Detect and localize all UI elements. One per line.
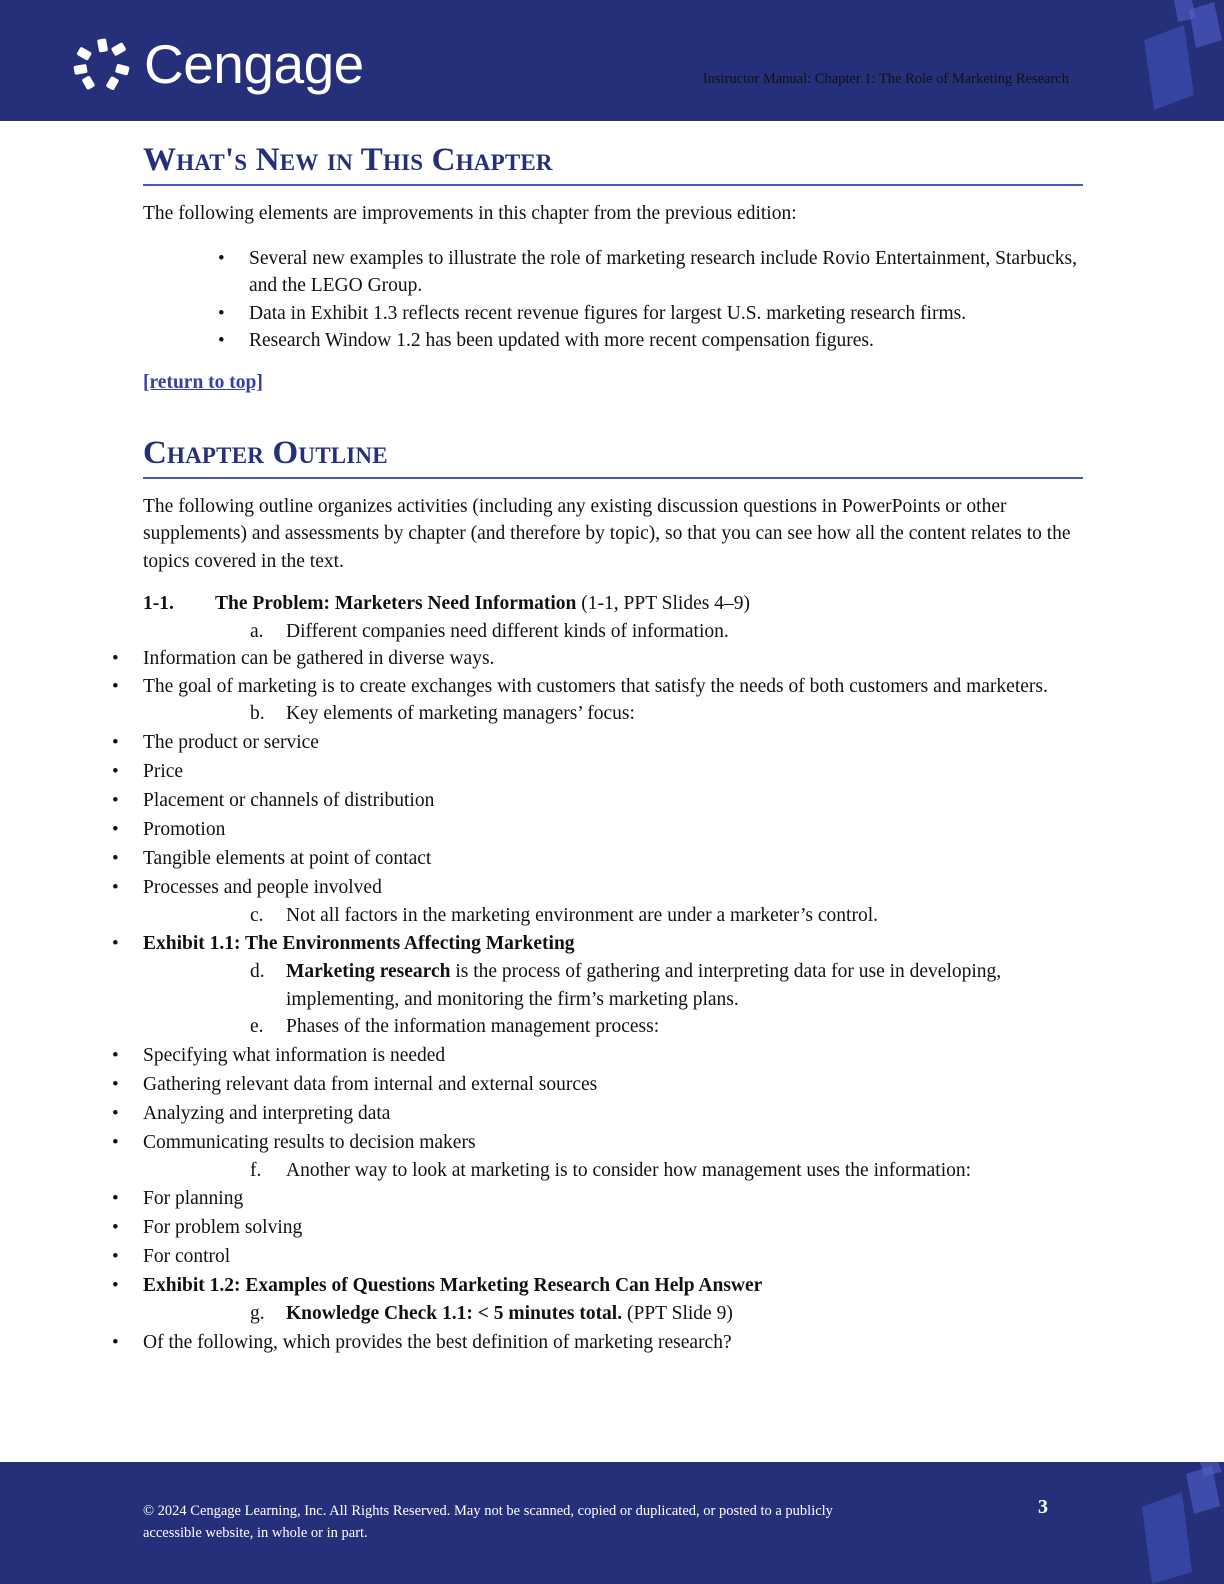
outline-g-bullets xyxy=(143,1328,1083,1357)
exhibit-reference: Exhibit 1.1: The Environments Affecting Marketing xyxy=(143,933,575,954)
list-item: • Placement or channels of distribution xyxy=(143,786,1083,815)
item-text: is the process of gathering and interpreting data for use in developing, implementing, and monitoring the firm’s marketing plans. xyxy=(286,961,1002,1010)
list-item: • Promotion xyxy=(143,815,1083,844)
page-header xyxy=(0,0,1224,121)
item-label: g. xyxy=(250,1303,265,1324)
outline-c-bullets xyxy=(143,929,1083,958)
whats-new-list xyxy=(249,245,1083,355)
list-item: • Price xyxy=(143,757,1083,786)
list-item: • Tangible elements at point of contact xyxy=(143,844,1083,873)
cengage-mark-icon xyxy=(72,35,134,93)
section-heading-chapter-outline: Chapter Outline xyxy=(143,433,1083,479)
outline-item-e xyxy=(250,1013,1083,1041)
outline-section-1-1 xyxy=(143,590,1083,618)
section-title: The Problem: Marketers Need Information xyxy=(215,593,577,614)
knowledge-check-title: Knowledge Check 1.1: < 5 minutes total. xyxy=(286,1303,623,1324)
logo-wordmark: Cengage xyxy=(144,32,364,95)
item-text: Phases of the information management process: xyxy=(286,1016,660,1037)
outline-f-bullets xyxy=(143,1184,1083,1300)
item-text: Key elements of marketing managers’ focus: xyxy=(286,703,635,724)
list-item: • Specifying what information is needed xyxy=(143,1041,1083,1070)
decorative-shapes-icon xyxy=(1134,1462,1224,1584)
document-title: Instructor Manual: Chapter 1: The Role of Marketing Research xyxy=(702,71,1069,87)
outline-a-bullets xyxy=(143,645,1083,700)
outline-intro: The following outline organizes activities (including any existing discussion questions in PowerPoints or other supplements) and assessments by chapter (and therefore by topic), so that you can see how all the content relates to the topics covered in the text. xyxy=(143,495,1071,572)
outline-item-f xyxy=(250,1157,1083,1185)
item-label: b. xyxy=(250,703,265,724)
item-text: Not all factors in the marketing environment are under a marketer’s control. xyxy=(286,904,879,926)
copyright-notice: © 2024 Cengage Learning, Inc. All Rights Reserved. May not be scanned, copied or duplicated, or posted to a publicly accessible website, in whole or in part. xyxy=(143,1503,833,1541)
list-item: • Several new examples to illustrate the role of marketing research include Rovio Entertainment, Starbucks, and the LEGO Group. xyxy=(249,245,1083,300)
item-label: d. xyxy=(250,961,265,982)
outline-item-d xyxy=(250,958,1083,1013)
item-ref: (PPT Slide 9) xyxy=(622,1303,733,1324)
page-number: 3 xyxy=(1038,1496,1048,1518)
decorative-shapes-icon xyxy=(1134,0,1224,121)
list-item: • Research Window 1.2 has been updated with more recent compensation figures. xyxy=(249,327,1083,355)
page-content xyxy=(143,140,1083,1357)
outline-item-c xyxy=(250,902,1083,930)
list-item: • Communicating results to decision makers xyxy=(143,1128,1083,1157)
section-ref: (1-1, PPT Slides 4–9) xyxy=(576,593,750,614)
outline-item-g xyxy=(250,1300,1083,1328)
whats-new-intro: The following elements are improvements in this chapter from the previous edition: xyxy=(143,203,797,224)
list-item: • The goal of marketing is to create exchanges with customers that satisfy the needs of both customers and marketers. xyxy=(143,673,1083,701)
outline-item-b xyxy=(250,700,1083,728)
list-item: • Analyzing and interpreting data xyxy=(143,1099,1083,1128)
item-label: e. xyxy=(250,1016,264,1037)
item-label: f. xyxy=(250,1159,262,1181)
item-text: Different companies need different kinds of information. xyxy=(286,620,729,642)
item-text: Another way to look at marketing is to consider how management uses the information: xyxy=(286,1159,972,1181)
list-item: • For problem solving xyxy=(143,1213,1083,1242)
list-item: • For planning xyxy=(143,1184,1083,1213)
section-number: 1-1. xyxy=(143,593,174,614)
exhibit-reference: Exhibit 1.2: Examples of Questions Marketing Research Can Help Answer xyxy=(143,1275,763,1296)
item-label: a. xyxy=(250,620,264,642)
list-item: • For control xyxy=(143,1242,1083,1271)
list-item: • Of the following, which provides the best definition of marketing research? xyxy=(143,1328,1083,1357)
outline-item-a xyxy=(250,618,1083,646)
outline-b-bullets xyxy=(143,728,1083,902)
list-item: • Data in Exhibit 1.3 reflects recent revenue figures for largest U.S. marketing research firms. xyxy=(249,300,1083,328)
cengage-logo[interactable] xyxy=(72,32,364,96)
page-footer xyxy=(0,1462,1224,1584)
key-term: Marketing research xyxy=(286,961,451,982)
return-to-top-link[interactable]: [return to top] xyxy=(143,371,263,393)
outline-e-bullets xyxy=(143,1041,1083,1157)
list-item: • Processes and people involved xyxy=(143,873,1083,902)
list-item: • The product or service xyxy=(143,728,1083,757)
section-heading-whats-new: What's New in This Chapter xyxy=(143,140,1083,186)
item-label: c. xyxy=(250,904,264,926)
list-item: • Gathering relevant data from internal and external sources xyxy=(143,1070,1083,1099)
list-item: • Information can be gathered in diverse ways. xyxy=(143,645,1083,673)
